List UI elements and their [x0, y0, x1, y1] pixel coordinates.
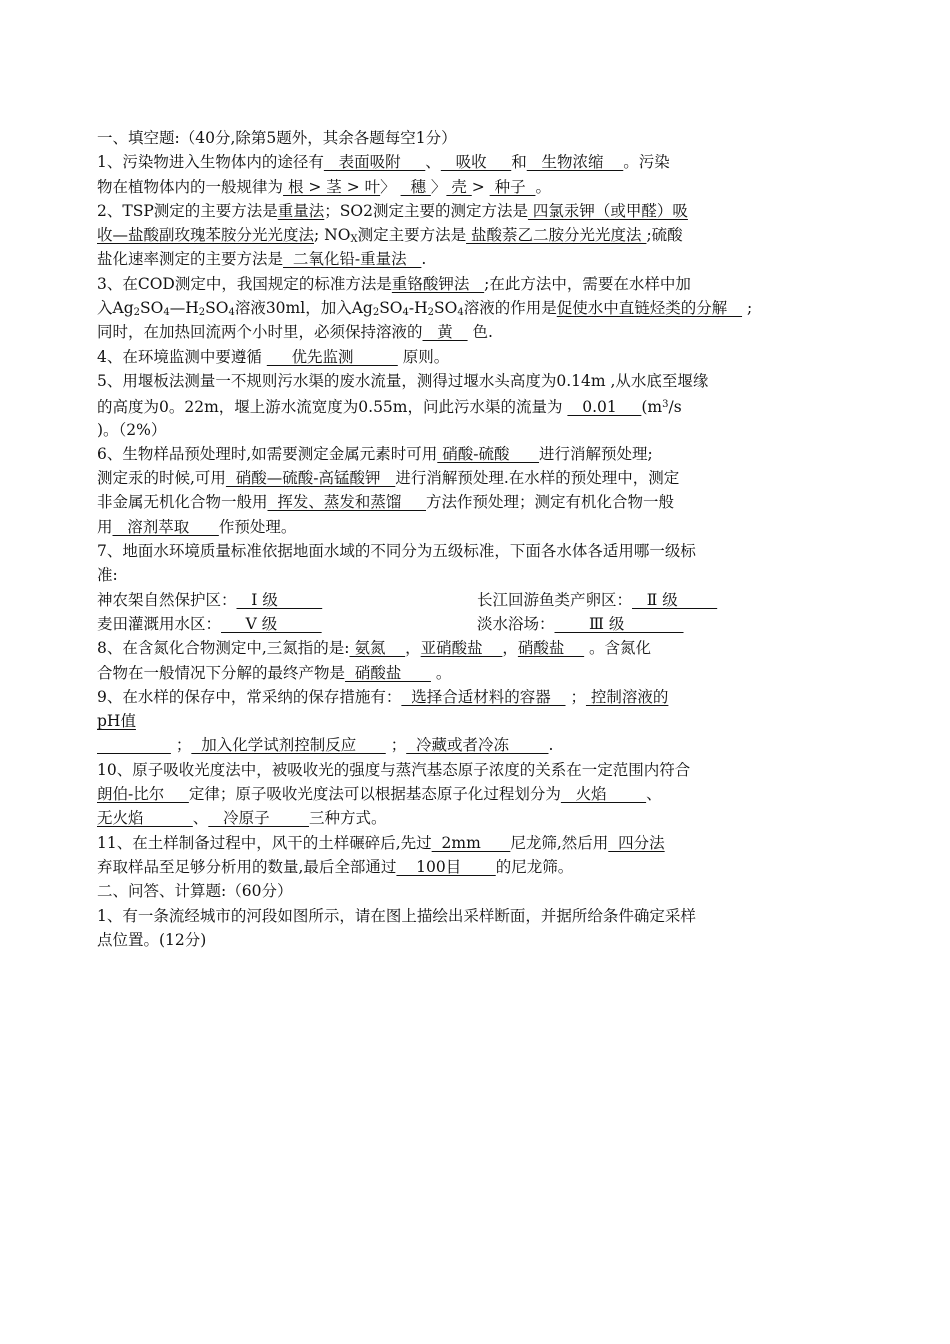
- section-1-heading: 一、填空题:（40分,除第5题外，其余各题每空1分）: [97, 129, 457, 147]
- section-2-heading: 二、问答、计算题:（60分）: [97, 882, 293, 901]
- question-9-line-1: 9、在水样的保存中，常采纳的保存措施有： 选择合适材料的容器 ； 控制溶液的: [97, 687, 669, 706]
- question-10-line-2: 朗伯-比尔 定律；原子吸收光度法可以根据基态原子化过程划分为 火焰 、: [97, 785, 662, 804]
- answer-blank: 亚硝酸盐: [420, 639, 503, 658]
- answer-blank: 火焰: [560, 785, 647, 804]
- answer-blank: 收—盐酸副玫瑰苯胺分光光度法: [97, 226, 315, 245]
- question-4: 4、在环境监测中要遵循 优先监测 原则。: [97, 347, 450, 366]
- question-3-line-1: 3、在COD测定中，我国规定的标准方法是重铬酸钾法 ;在此方法中，需要在水样中加: [97, 274, 691, 293]
- answer-blank: 吸收: [440, 153, 512, 172]
- answer-blank: 溶剂萃取: [112, 517, 219, 536]
- problem-1-line-1: 1、有一条流经城市的河段如图所示，请在图上描绘出采样断面，并据所给条件确定采样: [97, 906, 696, 925]
- answer-blank: 挥发、蒸发和蒸馏: [267, 493, 427, 512]
- answer-blank: 黄: [422, 323, 468, 342]
- question-8-line-1: 8、在含氮化合物测定中,三氮指的是: 氨氮 ，亚硝酸盐 ，硝酸盐 。含氮化: [97, 639, 652, 658]
- question-3-line-3: 同时，在加热回流两个小时里，必须保持溶液的 黄 色.: [97, 323, 493, 342]
- question-1-line-1: 1、污染物进入生物体内的途径有 表面吸附 、 吸收 和 生物浓缩 。污染: [97, 153, 670, 172]
- answer-blank: 氨氮: [349, 639, 406, 658]
- question-6-line-4: 用 溶剂萃取 作预处理。: [97, 517, 297, 536]
- question-11-line-2: 弃取样品至足够分析用的数量,最后全部通过 100目 的尼龙筛。: [97, 857, 574, 876]
- answer-blank: 硝酸盐: [517, 639, 585, 658]
- answer-blank: 优先监测: [266, 347, 398, 366]
- answer-blank: 四氯汞钾（或甲醛）吸: [527, 201, 688, 220]
- question-5-line-3: )。（2%）: [97, 420, 167, 439]
- problem-1-line-2: 点位置。(12分): [97, 930, 207, 949]
- answer-blank: 种子: [489, 177, 536, 196]
- answer-blank: 2mm: [431, 833, 511, 852]
- question-5-line-2: 的高度为0。22m，堰上游水流宽度为0.55m，问此污水渠的流量为 0.01 ($m^3/s$: [97, 398, 682, 417]
- answer-blank: 朗伯-比尔: [97, 785, 189, 804]
- question-9-line-2: [97, 709, 857, 733]
- question-2-line-1: 2、TSP测定的主要方法是重量法；SO2测定主要的测定方法是 四氯汞钾（或甲醛）吸: [97, 201, 688, 220]
- question-7-row-1: 神农架自然保护区： Ⅰ 级 长江回游鱼类产卵区： Ⅱ 级: [97, 588, 857, 612]
- question-6-line-3: 非金属无机化合物一般用 挥发、蒸发和蒸馏 方法作预处理；测定有机化合物一般: [97, 493, 675, 512]
- question-7-line-2: 准:: [97, 566, 118, 585]
- answer-blank: 0.01: [567, 398, 642, 417]
- answer-blank: 硝酸—硫酸-高锰酸钾: [225, 469, 396, 488]
- question-6-line-2: 测定汞的时候,可用 硝酸—硫酸-高锰酸钾 进行消解预处理.在水样的预处理中，测定: [97, 469, 680, 488]
- question-7-row-2-right: 淡水浴场： Ⅲ 级: [477, 614, 684, 633]
- answer-blank: Ⅰ 级: [236, 590, 323, 609]
- answer-blank: 盐酸萘乙二胺分光光度法: [466, 226, 647, 245]
- question-2-line-2: 收—盐酸副玫瑰苯胺分光光度法; $NO_X$测定主要方法是 盐酸萘乙二胺分光光度法 ;硫酸: [97, 226, 683, 246]
- question-8-line-2: 合物在一般情况下分解的最终产物是 硝酸盐 。: [97, 663, 452, 682]
- answer-blank: 四分法: [608, 833, 665, 852]
- question-6-line-1: 6、生物样品预处理时,如需要测定金属元素时可用 硝酸-硫酸 进行消解预处理;: [97, 444, 653, 463]
- exam-document: [97, 126, 857, 952]
- answer-blank: Ⅲ 级: [554, 614, 684, 633]
- question-7-line-1: 7、地面水环境质量标准依据地面水域的不同分为五级标准，下面各水体各适用哪一级标: [97, 542, 696, 561]
- answer-blank: 促使水中直链烃类的分解: [556, 299, 743, 318]
- answer-blank: [97, 736, 171, 754]
- answer-blank: 选择合适材料的容器: [401, 687, 566, 706]
- answer-blank: 冷藏或者冷冻: [406, 736, 549, 755]
- answer-blank: Ⅴ 级: [221, 614, 322, 633]
- answer-blank: 100目: [396, 857, 496, 876]
- answer-blank: 生物浓缩: [526, 153, 624, 172]
- answer-blank: 加入化学试剂控制反应: [191, 736, 386, 755]
- answer-blank: 硝酸盐: [345, 663, 431, 682]
- answer-blank: 冷原子: [208, 809, 309, 828]
- answer-blank: pH值: [97, 712, 136, 731]
- answer-blank: 重铬酸钾法: [391, 274, 485, 293]
- question-9-line-3: ； 加入化学试剂控制反应 ； 冷藏或者冷冻 .: [97, 733, 857, 757]
- question-3-line-2: 入$Ag_2SO_4—H_2SO_4$溶液30ml，加入$Ag_2SO_4-H_2SO_4$溶液的作用是促使水中直链烃类的分解 ;: [97, 299, 753, 319]
- answer-blank: 无火焰: [97, 809, 193, 828]
- question-7-row-2: 麦田灌溉用水区： Ⅴ 级 淡水浴场： Ⅲ 级: [97, 612, 857, 636]
- answer-blank: 表面吸附: [323, 153, 426, 172]
- question-11-line-1: 11、在土样制备过程中，风干的土样碾碎后,先过 2mm 尼龙筛,然后用 四分法: [97, 833, 665, 852]
- answer-blank: 壳: [446, 177, 472, 196]
- question-5-line-1: 5、用堰板法测量一不规则污水渠的废水流量，测得过堰水头高度为0.14m ,从水底至堰缘: [97, 371, 709, 390]
- answer-blank: Ⅱ 级: [632, 590, 718, 609]
- answer-blank: 穗: [400, 177, 431, 196]
- question-10-line-1: 10、原子吸收光度法中，被吸收光的强度与蒸汽基态原子浓度的关系在一定范围内符合: [97, 760, 691, 779]
- question-10-line-3: 无火焰 、 冷原子 三种方式。: [97, 809, 387, 828]
- answer-blank: 硝酸-硫酸: [437, 444, 540, 463]
- question-1-line-2: 物在植物体内的一般规律为 根 > 茎 > 叶〉 穗 〉 壳 > 种子 。: [97, 177, 551, 196]
- answer-blank: 二氧化铅-重量法: [283, 250, 422, 269]
- question-7-row-1-right: 长江回游鱼类产卵区： Ⅱ 级: [477, 590, 718, 609]
- answer-blank: 根 > 茎 > 叶: [283, 177, 381, 196]
- answer-blank: 控制溶液的: [585, 687, 669, 706]
- answer-blank: 重量法: [277, 201, 325, 220]
- question-2-line-3: 盐化速率测定的主要方法是 二氧化铅-重量法 .: [97, 250, 427, 269]
